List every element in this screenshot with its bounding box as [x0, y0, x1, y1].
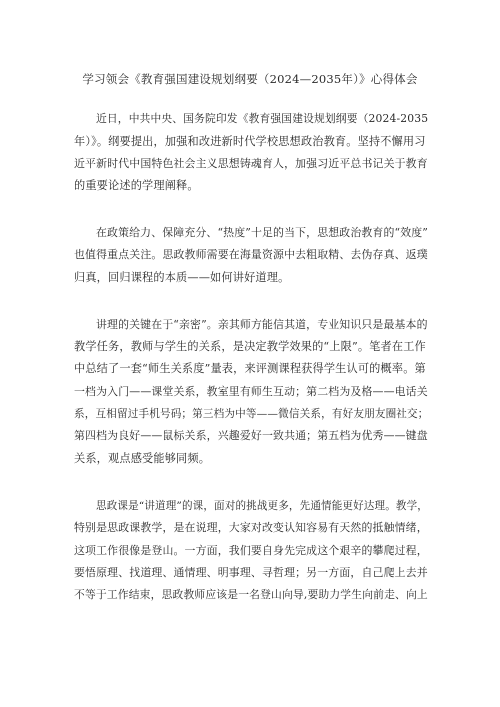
paragraph-2-line-2: 也值得重点关注。思政教师需要在海量资源中去粗取精、去伪存真、返璞	[74, 248, 428, 261]
paragraph-3-line-6: 第四档为良好——鼠标关系，兴趣爱好一致共通；第五档为优秀——键盘	[74, 429, 428, 442]
paragraph-3-line-1: 讲理的关键在于“亲密”。亲其师方能信其道，专业知识只是最基本的	[96, 318, 428, 331]
paragraph-3-line-2: 教学任务，教师与学生的关系，是决定教学效果的“上限”。笔者在工作	[74, 340, 426, 353]
paragraph-2-line-3: 归真，回归课程的本质——如何讲好道理。	[74, 271, 290, 284]
paragraph-3-line-7: 关系，观点感受能够同频。	[74, 452, 211, 465]
paragraph-4-line-3: 这项工作很像是登山。一方面，我们要自身先完成这个艰辛的攀爬过程，	[74, 544, 428, 557]
paragraph-4-line-1: 思政课是“讲道理”的课，面对的挑战更多，先通情能更好达理。教学，	[96, 500, 428, 512]
paragraph-1-line-2: 年）》。纲要提出，加强和改进新时代学校思想政治教育。坚持不懈用习	[74, 135, 426, 148]
paragraph-4-line-4: 要悟原理、找道理、通情理、明事理、寻哲理；另一方面，自己爬上去并	[74, 566, 428, 579]
paragraph-4-line-2: 特别是思政课教学，是在说理，大家对改变认知容易有天然的抵触情绪，	[74, 521, 428, 534]
paragraph-3-line-4: 一档为入门——课堂关系，教室里有师生互动；第二档为及格——电话关	[74, 385, 428, 398]
paragraph-1-line-3: 近平新时代中国特色社会主义思想铸魂育人，加强习近平总书记关于教育	[74, 157, 428, 170]
paragraph-4-line-5: 不等于工作结束，思政教师应该是一名登山向导,要助力学生向前走、向上	[74, 588, 428, 601]
document-title: 学习领会《教育强国建设规划纲要（2024—2035年）》心得体会	[82, 72, 418, 86]
paragraph-1-line-1: 近日，中共中央、国务院印发《教育强国建设规划纲要（2024-2035	[96, 112, 429, 125]
paragraph-3-line-5: 系，互相留过手机号码；第三档为中等——微信关系，有好友朋友圈社交；	[74, 408, 429, 420]
paragraph-1-line-4: 的重要论述的学理阐释。	[74, 179, 199, 192]
paragraph-3-line-3: 中总结了一套“师生关系度”量表，来评测课程获得学生认可的概率。第	[74, 362, 426, 375]
paragraph-2-line-1: 在政策给力、保障充分、“热度”十足的当下，思想政治教育的“效度”	[96, 226, 429, 239]
